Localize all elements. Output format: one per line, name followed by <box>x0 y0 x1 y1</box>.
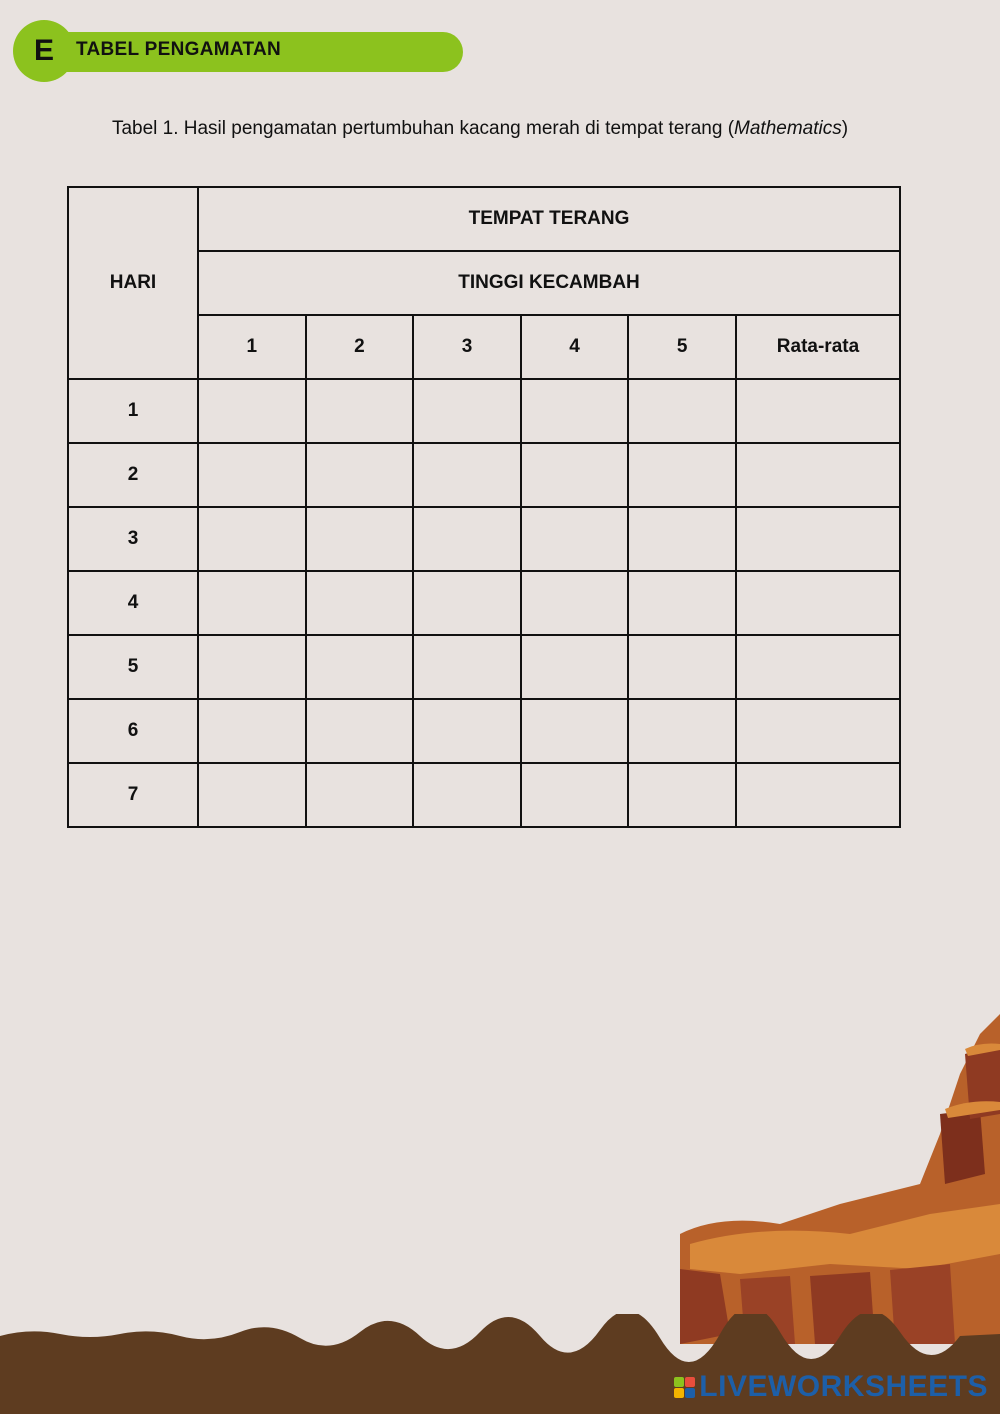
answer-cell[interactable] <box>306 763 414 827</box>
liveworksheets-logo <box>674 1370 988 1404</box>
logo-mark-icon <box>674 1377 695 1398</box>
table-row <box>68 507 900 571</box>
answer-cell[interactable] <box>306 635 414 699</box>
answer-cell[interactable] <box>306 571 414 635</box>
caption-italic: Mathematics <box>734 118 842 139</box>
answer-cell[interactable] <box>198 763 306 827</box>
answer-cell[interactable] <box>736 699 900 763</box>
answer-cell[interactable] <box>628 571 736 635</box>
answer-cell[interactable] <box>736 443 900 507</box>
answer-cell[interactable] <box>628 699 736 763</box>
answer-cell[interactable] <box>413 699 521 763</box>
answer-cell[interactable] <box>628 379 736 443</box>
answer-cell[interactable] <box>521 379 629 443</box>
row-day-label: 2 <box>68 443 198 507</box>
answer-cell[interactable] <box>413 443 521 507</box>
header-hari: HARI <box>68 187 198 379</box>
caption-suffix: ) <box>841 118 849 139</box>
answer-cell[interactable] <box>736 635 900 699</box>
answer-cell[interactable] <box>198 635 306 699</box>
answer-cell[interactable] <box>736 507 900 571</box>
column-header: 5 <box>628 315 736 379</box>
logo-text: LIVEWORKSHEETS <box>699 1370 988 1403</box>
answer-cell[interactable] <box>521 699 629 763</box>
header-tempat-terang: TEMPAT TERANG <box>198 187 900 251</box>
column-header: 1 <box>198 315 306 379</box>
answer-cell[interactable] <box>736 763 900 827</box>
answer-cell[interactable] <box>628 635 736 699</box>
answer-cell[interactable] <box>306 379 414 443</box>
row-day-label: 7 <box>68 763 198 827</box>
answer-cell[interactable] <box>521 763 629 827</box>
answer-cell[interactable] <box>521 571 629 635</box>
table-row <box>68 635 900 699</box>
answer-cell[interactable] <box>413 379 521 443</box>
row-day-label: 5 <box>68 635 198 699</box>
header-tinggi-kecambah: TINGGI KECAMBAH <box>198 251 900 315</box>
answer-cell[interactable] <box>413 635 521 699</box>
answer-cell[interactable] <box>306 699 414 763</box>
section-letter-badge: E <box>13 20 75 82</box>
table-row <box>68 763 900 827</box>
answer-cell[interactable] <box>198 571 306 635</box>
answer-cell[interactable] <box>628 507 736 571</box>
column-header: 4 <box>521 315 629 379</box>
section-header <box>13 20 463 82</box>
answer-cell[interactable] <box>306 443 414 507</box>
answer-cell[interactable] <box>521 443 629 507</box>
answer-cell[interactable] <box>736 571 900 635</box>
table-row <box>68 379 900 443</box>
table-row <box>68 699 900 763</box>
column-header: 2 <box>306 315 414 379</box>
answer-cell[interactable] <box>413 571 521 635</box>
row-day-label: 6 <box>68 699 198 763</box>
answer-cell[interactable] <box>521 635 629 699</box>
row-day-label: 1 <box>68 379 198 443</box>
table-row <box>68 443 900 507</box>
answer-cell[interactable] <box>628 763 736 827</box>
column-header-average: Rata-rata <box>736 315 900 379</box>
answer-cell[interactable] <box>198 443 306 507</box>
row-day-label: 4 <box>68 571 198 635</box>
caption-prefix: Tabel 1. Hasil pengamatan pertumbuhan kacang merah di tempat terang ( <box>111 118 735 139</box>
table-row <box>68 571 900 635</box>
table-caption <box>0 118 960 140</box>
answer-cell[interactable] <box>521 507 629 571</box>
observation-table <box>67 186 901 828</box>
answer-cell[interactable] <box>198 699 306 763</box>
answer-cell[interactable] <box>413 763 521 827</box>
answer-cell[interactable] <box>736 379 900 443</box>
section-title: TABEL PENGAMATAN <box>76 39 281 60</box>
answer-cell[interactable] <box>198 379 306 443</box>
column-header: 3 <box>413 315 521 379</box>
row-day-label: 3 <box>68 507 198 571</box>
answer-cell[interactable] <box>628 443 736 507</box>
answer-cell[interactable] <box>306 507 414 571</box>
answer-cell[interactable] <box>413 507 521 571</box>
answer-cell[interactable] <box>198 507 306 571</box>
